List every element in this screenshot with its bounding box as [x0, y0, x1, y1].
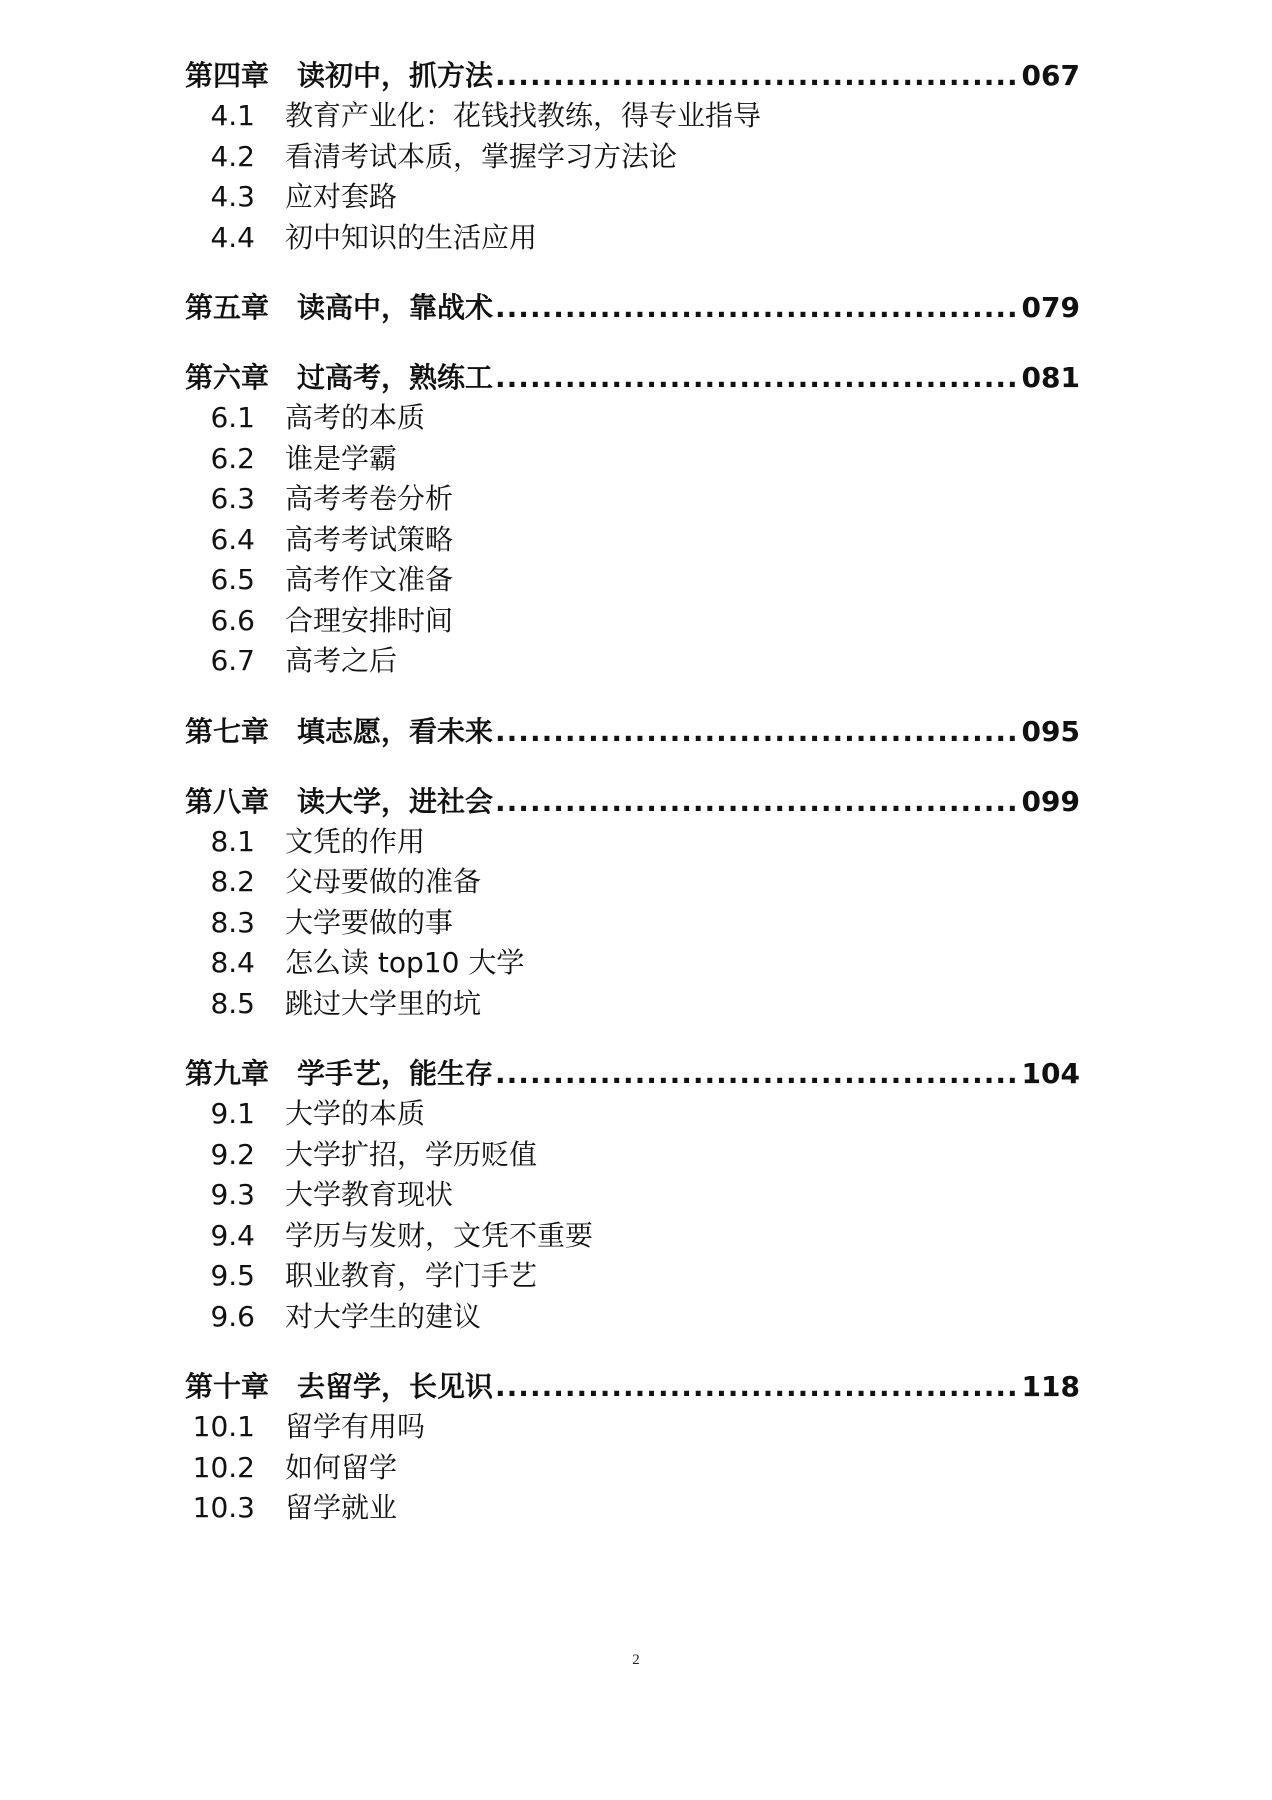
section-item [185, 439, 1080, 480]
section-title: 高考考卷分析 [285, 482, 454, 515]
chapter-heading [185, 56, 1080, 96]
chapter-heading [185, 1054, 1080, 1094]
section-number: 4.2 [210, 139, 255, 173]
section-number: 9.6 [210, 1299, 255, 1333]
dot-leader [495, 56, 1020, 96]
chapter-title: 过高考，熟练工 [297, 361, 494, 394]
section-number: 6.2 [210, 441, 255, 475]
section-number: 9.3 [210, 1178, 255, 1211]
section-item [185, 984, 1080, 1025]
section-item [185, 943, 1080, 984]
section-list [185, 96, 1080, 258]
section-item [185, 601, 1080, 642]
section-title: 怎么读 top10 大学 [285, 946, 525, 979]
section-item [185, 1488, 1080, 1529]
section-number: 10.1 [192, 1410, 255, 1443]
section-item [185, 1175, 1080, 1216]
chapter-title: 填志愿，看未来 [297, 714, 494, 748]
table-of-contents [185, 56, 1080, 1559]
section-item [185, 1407, 1080, 1448]
section-number: 8.2 [210, 865, 255, 898]
section-title: 留学就业 [285, 1491, 398, 1524]
section-title: 教育产业化：花钱找教练，得专业指导 [285, 99, 762, 132]
section-title: 跳过大学里的坑 [285, 986, 482, 1020]
chapter-number: 第八章 [185, 784, 270, 818]
section-title: 应对套路 [285, 180, 398, 213]
section-number: 10.3 [192, 1491, 255, 1524]
chapter-8 [185, 782, 1080, 1025]
chapter-page: 081 [1021, 361, 1080, 394]
section-number: 6.7 [210, 644, 255, 677]
chapter-heading [185, 712, 1080, 752]
chapter-number: 第五章 [185, 291, 270, 324]
section-item [185, 479, 1080, 520]
section-title: 谁是学霸 [285, 441, 398, 475]
section-list [185, 398, 1080, 682]
section-title: 高考考试策略 [285, 522, 454, 556]
section-number: 6.1 [210, 401, 255, 434]
chapter-number: 第六章 [185, 361, 270, 394]
dot-leader [495, 712, 1020, 752]
dot-leader [495, 1367, 1020, 1407]
section-item [185, 398, 1080, 439]
section-item [185, 822, 1080, 863]
section-number: 9.5 [210, 1259, 255, 1292]
chapter-heading [185, 782, 1080, 822]
section-title: 留学有用吗 [285, 1410, 426, 1443]
chapter-10 [185, 1367, 1080, 1529]
chapter-number: 第七章 [185, 714, 270, 748]
section-title: 看清考试本质，掌握学习方法论 [285, 139, 678, 173]
section-list [185, 822, 1080, 1025]
section-number: 4.1 [210, 99, 255, 132]
chapter-5 [185, 288, 1080, 328]
section-item [185, 1135, 1080, 1176]
section-item [185, 560, 1080, 601]
chapter-number: 第九章 [185, 1057, 270, 1090]
section-item [185, 137, 1080, 178]
chapter-number: 第四章 [185, 59, 270, 92]
section-title: 文凭的作用 [285, 824, 426, 858]
section-item [185, 218, 1080, 259]
section-list [185, 1407, 1080, 1529]
section-item [185, 641, 1080, 682]
chapter-title: 读大学，进社会 [297, 784, 494, 818]
chapter-4 [185, 56, 1080, 258]
section-title: 高考的本质 [285, 401, 426, 434]
chapter-heading [185, 288, 1080, 328]
section-item [185, 1216, 1080, 1257]
section-list [185, 1094, 1080, 1337]
section-title: 对大学生的建议 [285, 1299, 482, 1333]
chapter-number: 第十章 [185, 1370, 270, 1403]
section-item [185, 177, 1080, 218]
section-title: 高考作文准备 [285, 563, 454, 596]
section-item [185, 520, 1080, 561]
section-number: 9.1 [210, 1097, 255, 1130]
chapter-7 [185, 712, 1080, 752]
section-title: 大学要做的事 [285, 905, 454, 939]
chapter-heading [185, 358, 1080, 398]
section-item [185, 1094, 1080, 1135]
chapter-heading [185, 1367, 1080, 1407]
section-item [185, 903, 1080, 944]
section-number: 9.2 [210, 1137, 255, 1171]
section-title: 学历与发财，文凭不重要 [285, 1218, 594, 1252]
chapter-page: 118 [1021, 1370, 1080, 1403]
section-item [185, 96, 1080, 137]
chapter-page: 099 [1021, 784, 1080, 818]
section-item [185, 862, 1080, 903]
section-title: 初中知识的生活应用 [285, 220, 538, 254]
section-item [185, 1297, 1080, 1338]
section-item [185, 1256, 1080, 1297]
section-number: 8.5 [210, 986, 255, 1020]
section-number: 6.4 [210, 522, 255, 556]
section-title: 高考之后 [285, 644, 398, 677]
chapter-title: 去留学，长见识 [297, 1370, 494, 1403]
dot-leader [495, 1054, 1020, 1094]
chapter-9 [185, 1054, 1080, 1337]
section-number: 10.2 [192, 1450, 255, 1484]
section-number: 4.3 [210, 180, 255, 213]
section-number: 6.5 [210, 563, 255, 596]
section-number: 4.4 [210, 220, 255, 254]
section-title: 如何留学 [285, 1450, 398, 1484]
section-number: 6.6 [210, 603, 255, 637]
chapter-6 [185, 358, 1080, 682]
section-number: 8.1 [210, 824, 255, 858]
dot-leader [495, 358, 1020, 398]
chapter-title: 读初中，抓方法 [297, 59, 494, 92]
section-title: 大学的本质 [285, 1097, 426, 1130]
chapter-title: 读高中，靠战术 [297, 291, 494, 324]
chapter-page: 104 [1021, 1057, 1080, 1090]
section-title: 大学教育现状 [285, 1178, 454, 1211]
chapter-page: 095 [1021, 714, 1080, 748]
section-title: 合理安排时间 [285, 603, 454, 637]
chapter-title: 学手艺，能生存 [297, 1057, 494, 1090]
chapter-page: 079 [1021, 291, 1080, 324]
section-title: 大学扩招，学历贬值 [285, 1137, 538, 1171]
section-number: 6.3 [210, 482, 255, 515]
section-number: 8.3 [210, 905, 255, 939]
section-number: 9.4 [210, 1218, 255, 1252]
dot-leader [495, 288, 1020, 328]
dot-leader [495, 782, 1020, 822]
section-number: 8.4 [210, 946, 255, 979]
chapter-page: 067 [1021, 59, 1080, 92]
section-title: 父母要做的准备 [285, 865, 482, 898]
page-number: 2 [632, 1652, 640, 1668]
section-item [185, 1448, 1080, 1489]
section-title: 职业教育，学门手艺 [285, 1259, 538, 1292]
